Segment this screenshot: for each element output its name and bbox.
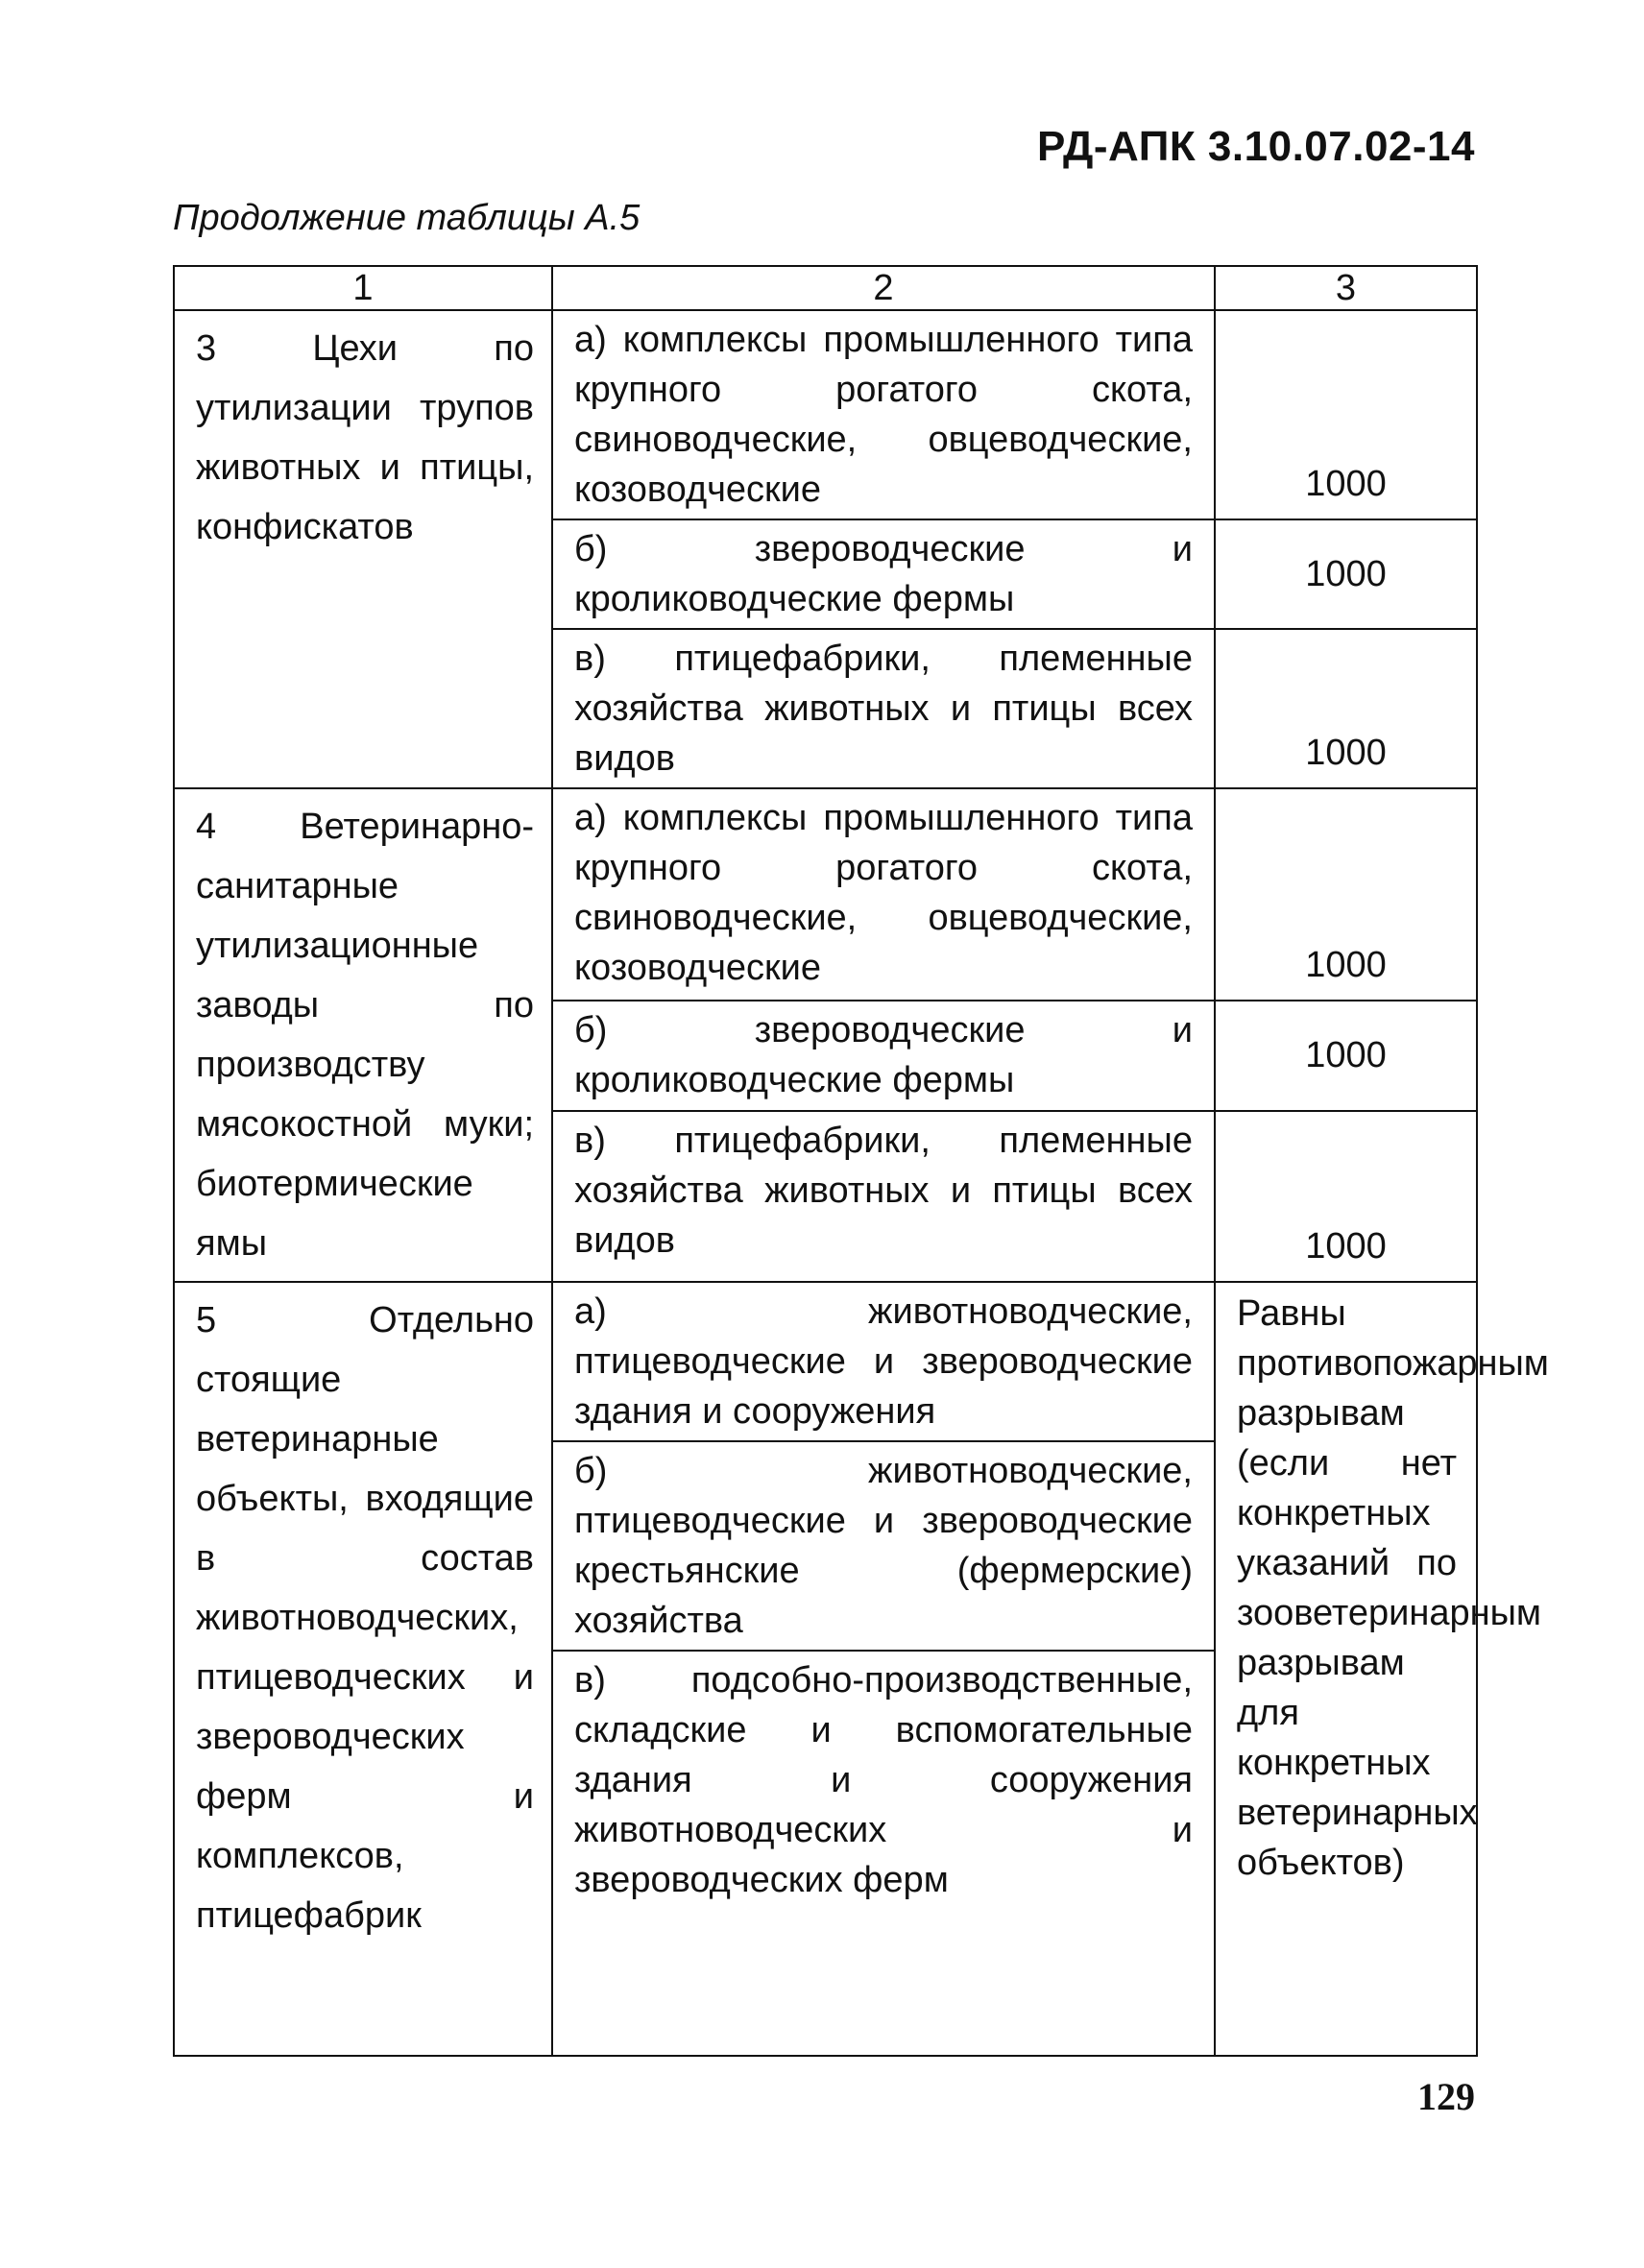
group-4-object-c: в) птицефабрики, племенные хозяйства животных и птицы всех видов <box>552 1111 1215 1282</box>
group-4-value-b: 1000 <box>1215 1001 1477 1111</box>
group-5-object-a: а) животноводческие, птицеводческие и звероводческие здания и сооружения <box>552 1282 1215 1441</box>
group-5-object-b: б) животноводческие, птицеводческие и звероводческие крестьянские (фермерские) хозяйства <box>552 1441 1215 1651</box>
group-3-value-b: 1000 <box>1215 519 1477 629</box>
group-3-value-c: 1000 <box>1215 629 1477 788</box>
table-header-row <box>174 266 1477 310</box>
group-5-value: Равны противопожарным разрывам (если нет конкретных указаний по зооветеринарным разрывам для конкретных ветеринарных объектов) <box>1215 1282 1477 2056</box>
document-code: РД-АПК 3.10.07.02-14 <box>1036 123 1475 170</box>
group-4-value-a: 1000 <box>1215 788 1477 1001</box>
group-4-object-b: б) звероводческие и кролиководческие фермы <box>552 1001 1215 1111</box>
table-row <box>174 788 1477 1001</box>
column-number-3: 3 <box>1215 266 1477 310</box>
table-caption: Продолжение таблицы А.5 <box>173 198 641 238</box>
group-3-object-b: б) звероводческие и кролиководческие фермы <box>552 519 1215 629</box>
group-5-title: 5 Отдельно стоящие ветеринарные объекты, входящие в состав животноводческих, птицеводческих и звероводческих ферм и комплексов, птицефабрик <box>174 1282 552 2056</box>
group-4-object-a: а) комплексы промышленного типа крупного рогатого скота, свиноводческие, овцеводческие, козоводческие <box>552 788 1215 1001</box>
page-number: 129 <box>1417 2075 1475 2118</box>
group-4-value-c: 1000 <box>1215 1111 1477 1282</box>
column-number-2: 2 <box>552 266 1215 310</box>
table-row <box>174 310 1477 519</box>
group-3-object-c: в) птицефабрики, племенные хозяйства животных и птицы всех видов <box>552 629 1215 788</box>
column-number-1: 1 <box>174 266 552 310</box>
group-3-object-a: а) комплексы промышленного типа крупного рогатого скота, свиноводческие, овцеводческие, козоводческие <box>552 310 1215 519</box>
group-5-object-c: в) подсобно-производственные, складские и вспомогательные здания и сооружения животноводческих и звероводческих ферм <box>552 1651 1215 2056</box>
group-3-title: 3 Цехи по утилизации трупов животных и птицы, конфискатов <box>174 310 552 788</box>
distance-table <box>173 265 1549 2057</box>
group-4-title: 4 Ветеринарно-санитарные утилизационные заводы по производству мясокостной муки; биотермические ямы <box>174 788 552 1282</box>
table-row <box>174 1282 1477 1441</box>
group-3-value-a: 1000 <box>1215 310 1477 519</box>
